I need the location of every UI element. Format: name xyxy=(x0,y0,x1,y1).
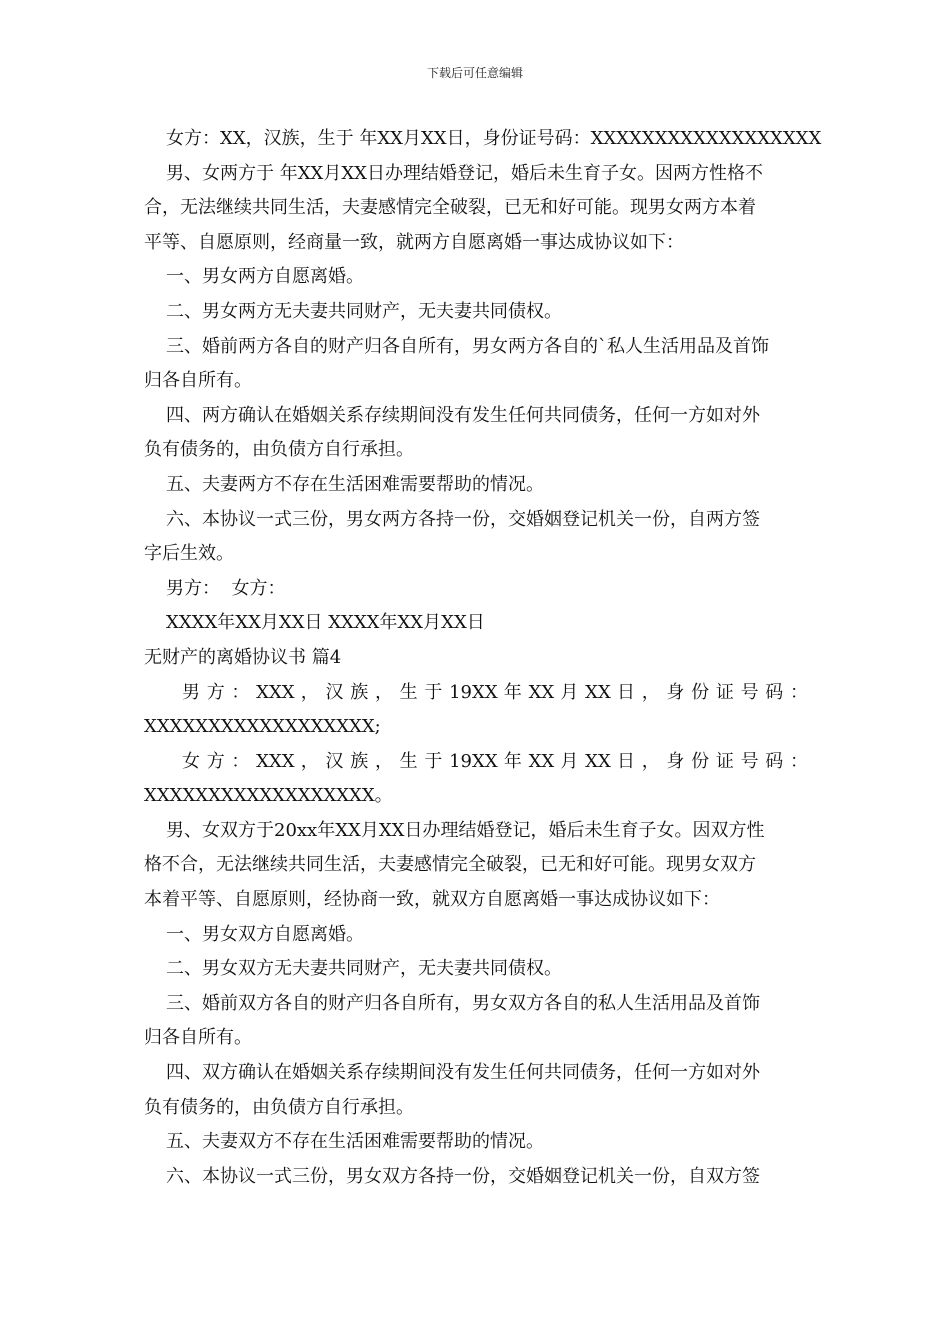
clause-4-line-2: 负有债务的，由负债方自行承担。 xyxy=(144,439,414,461)
paragraph-marriage-2-line-1: 男、女双方于20xx年XX月XX日办理结婚登记，婚后未生育子女。因双方性 xyxy=(166,819,765,841)
paragraph-marriage-line-2: 合，无法继续共同生活，夫妻感情完全破裂，已无和好可能。现男女两方本着 xyxy=(144,197,756,219)
paragraph-marriage-2-line-2: 格不合，无法继续共同生活，夫妻感情完全破裂，已无和好可能。现男女双方 xyxy=(144,854,756,876)
clause-2-5: 五、夫妻双方不存在生活困难需要帮助的情况。 xyxy=(166,1131,544,1153)
clause-1: 一、男女两方自愿离婚。 xyxy=(166,266,364,288)
section-title: 无财产的离婚协议书 篇4 xyxy=(144,646,342,668)
paragraph-marriage-2-line-3: 本着平等、自愿原则，经协商一致，就双方自愿离婚一事达成协议如下： xyxy=(144,889,720,911)
man-info-line-1: 男 方 ： XXX ， 汉 族 ， 生 于 19XX 年 XX 月 XX 日 ， 身 份 证 号 码 ： xyxy=(182,681,808,703)
clause-5: 五、夫妻两方不存在生活困难需要帮助的情况。 xyxy=(166,473,544,495)
document-body xyxy=(144,122,822,1194)
clause-2-4-line-2: 负有债务的，由负债方自行承担。 xyxy=(144,1096,414,1118)
clause-2: 二、男女两方无夫妻共同财产，无夫妻共同债权。 xyxy=(166,300,562,322)
clause-4-line-1: 四、两方确认在婚姻关系存续期间没有发生任何共同债务，任何一方如对外 xyxy=(166,404,760,426)
clause-2-4-line-1: 四、双方确认在婚姻关系存续期间没有发生任何共同债务，任何一方如对外 xyxy=(166,1062,760,1084)
clause-2-1: 一、男女双方自愿离婚。 xyxy=(166,923,364,945)
paragraph-marriage-line-1: 男、女两方于 年XX月XX日办理结婚登记，婚后未生育子女。因两方性格不 xyxy=(166,162,763,184)
man-info-line-2: XXXXXXXXXXXXXXXXXX; xyxy=(144,716,381,738)
date-line: XXXX年XX月XX日 XXXX年XX月XX日 xyxy=(166,612,485,634)
paragraph-woman-info: 女方：XX，汉族，生于 年XX月XX日，身份证号码：XXXXXXXXXXXXXXXXXX xyxy=(166,128,822,149)
woman-info-line-2: XXXXXXXXXXXXXXXXXX。 xyxy=(144,785,393,807)
clause-2-3-line-1: 三、婚前双方各自的财产归各自所有，男女双方各自的私人生活用品及首饰 xyxy=(166,992,760,1014)
clause-2-2: 二、男女双方无夫妻共同财产，无夫妻共同债权。 xyxy=(166,958,562,980)
clause-2-6-line-1: 六、本协议一式三份，男女双方各持一份，交婚姻登记机关一份，自双方签 xyxy=(166,1165,760,1187)
paragraph-marriage-line-3: 平等、自愿原则，经商量一致，就两方自愿离婚一事达成协议如下： xyxy=(144,231,684,253)
signature-line: 男方： 女方： xyxy=(166,577,286,599)
woman-info-line-1: 女 方 ： XXX ， 汉 族 ， 生 于 19XX 年 XX 月 XX 日 ， 身 份 证 号 码 ： xyxy=(182,750,808,772)
clause-6-line-2: 字后生效。 xyxy=(144,543,234,565)
page-header: 下载后可任意编辑 xyxy=(426,66,523,80)
clause-3-line-1: 三、婚前两方各自的财产归各自所有，男女两方各自的`私人生活用品及首饰 xyxy=(166,335,769,357)
clause-2-3-line-2: 归各自所有。 xyxy=(144,1027,252,1049)
clause-3-line-2: 归各自所有。 xyxy=(144,370,252,392)
clause-6-line-1: 六、本协议一式三份，男女两方各持一份，交婚姻登记机关一份，自两方签 xyxy=(166,508,760,530)
